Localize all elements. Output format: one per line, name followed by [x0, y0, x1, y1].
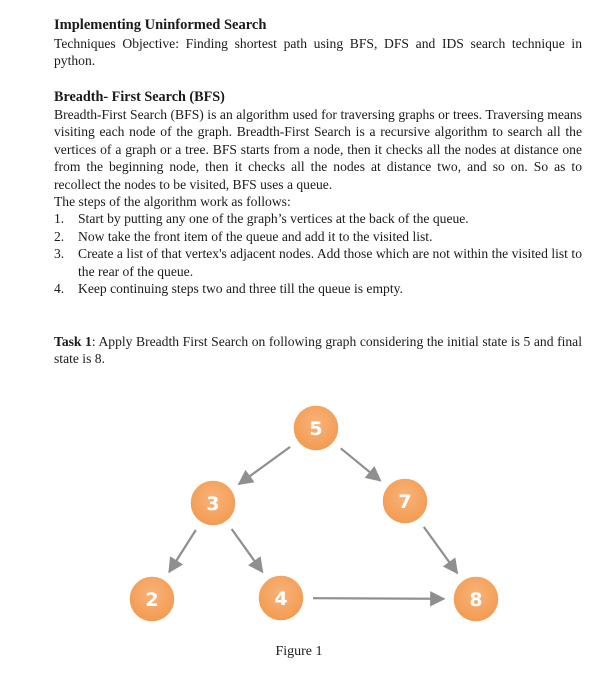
- step-text: Start by putting any one of the graph’s vertices at the back of the queue.: [78, 211, 469, 227]
- step-text: Now take the front item of the queue and add it to the visited list.: [78, 228, 433, 244]
- edge-3-2: [169, 530, 196, 572]
- edge-4-8: [313, 598, 444, 599]
- node-4: [258, 575, 304, 621]
- figure-caption: Figure 1: [275, 644, 323, 659]
- node-8: [453, 576, 499, 622]
- graph-nodes: [129, 405, 499, 622]
- node-label: 5: [309, 418, 323, 440]
- steps-intro: The steps of the algorithm work as follows:: [54, 194, 291, 210]
- step-number: 2.: [54, 228, 65, 244]
- step-text: Create a list of that vertex's adjacent nodes. Add those which are not within the visited list to the rear of the queue.: [78, 246, 582, 279]
- node-label: 8: [469, 589, 483, 611]
- edge-7-8: [424, 527, 457, 573]
- document-title: Implementing Uninformed Search: [54, 17, 267, 33]
- task-text: : Apply Breadth First Search on following graph considering the initial state is 5 and final state is 8.: [54, 334, 582, 367]
- node-7: [382, 478, 428, 524]
- step-number: 1.: [54, 211, 65, 227]
- node-label: 3: [206, 493, 220, 515]
- step-text: Keep continuing steps two and three till the queue is empty.: [78, 281, 403, 297]
- bfs-paragraph: Breadth-First Search (BFS) is an algorithm used for traversing graphs or trees. Traversing means visiting each node of the graph. Breadth-First Search is a recursive algorithm to search all the vertices of a graph or a tree. BFS starts from a node, then it checks all the nodes at distance one from the beginning node, then it checks all the nodes at distance two, and so on. So as to recollect the nodes to be visited, BFS uses a queue.: [54, 107, 582, 192]
- node-label: 4: [274, 588, 288, 610]
- step-number: 4.: [54, 281, 65, 297]
- intro-paragraph: Techniques Objective: Finding shortest path using BFS, DFS and IDS search technique in python.: [54, 36, 582, 69]
- node-3: [190, 480, 236, 526]
- node-2: [129, 576, 175, 622]
- task-label: Task 1: [54, 334, 92, 349]
- edge-3-4: [232, 529, 263, 572]
- edge-5-7: [341, 448, 381, 480]
- step-number: 3.: [54, 246, 65, 262]
- node-label: 2: [145, 589, 159, 611]
- edge-5-3: [239, 447, 290, 484]
- bfs-heading: Breadth- First Search (BFS): [54, 89, 225, 105]
- node-5: [293, 405, 339, 451]
- node-label: 7: [398, 491, 412, 513]
